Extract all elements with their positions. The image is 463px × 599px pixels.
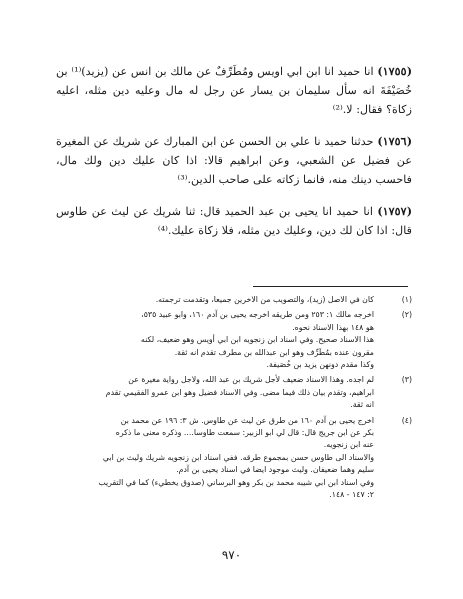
main-text: [56, 62, 412, 253]
footnote-line: ٢: ١٤٧ - ١٤٨.: [329, 490, 374, 500]
footnote-text: [56, 415, 374, 502]
footnote-line: اخرجه مالك ١: ٢٥٣ ومن طريقه اخرجه يحيى بن آدم ١٦٠، وابو عبيد ٥٣٥،: [141, 310, 374, 320]
hadith-1756: [56, 132, 412, 189]
footnote-text: [56, 309, 374, 371]
footnote-3: [56, 374, 412, 411]
footnote-line: انه ثقة.: [350, 400, 374, 410]
footnote-number: (٢): [401, 310, 412, 320]
footnote-4: [56, 415, 412, 502]
footnote-line: لم اجده. وهذا الاسناد ضعيف لأجل شريك بن عبد الله، ولاجل رواية مغيرة عن: [128, 375, 374, 385]
footnote-line: وكذا مقدم دونهن يزيد بن خُصَيفة.: [266, 360, 374, 370]
footnote-line: عنه ابن زنجويه.: [323, 440, 374, 450]
footnote-line: ابراهيم، وتقدم بيان ذلك فيما مضى. وفي الاسناد فضيل وهو ابن عمرو الفقيمي تقدم: [105, 387, 374, 397]
page-number: ٩٧٠: [221, 548, 242, 562]
footnote-1: [56, 294, 412, 306]
hadith-1755: [56, 62, 412, 119]
footnote-number: (٣): [401, 375, 412, 385]
footnote-line: مقرون عنده بمُطَرِّف وهو ابن عبدالله بن مطرف تقدم انه ثقة.: [174, 347, 374, 357]
footnote-line: هذا الاسناد صحيح. وفي اسناد ابن زنجويه ابن ابي أويس وهو ضعيف، لكنه: [140, 335, 374, 345]
footnote-line: اخرج يحيى بن آدم ١٦٠ من طرق عن ليث عن طاوس. ش ٣: ١٩٦ عن محمد بن: [120, 415, 374, 425]
footnote-text: [56, 294, 374, 306]
footnote-text: [56, 374, 374, 411]
hadith-text: حدثنا حميد نا علي بن الحسن عن ابن المبارك عن شريك عن المغيرة عن فضيل عن الشعبي، وعن ابراهيم قالا: اذا كان عليك دين ولك مال، فاحسب دينك منه، فانما زكاته على صاحب الدين.⁽³⁾: [56, 135, 412, 186]
footnote-line: هو ١٤٨ بهذا الاسناد نحوه.: [292, 322, 374, 332]
footnote-divider: [253, 286, 408, 287]
hadith-number: (١٧٥٦): [377, 134, 412, 148]
footnotes: [56, 294, 412, 505]
footnote-line: وفي اسناد ابن ابي شيبه محمد بن بكر وهو البرساني (صدوق يخطيء) كما في التقريب: [98, 477, 374, 487]
footnote-line: والاسناد الى طاوس حسن بمجموع طرقه. ففي اسناد ابن زنجويه شريك وليث بن ابي: [102, 452, 374, 462]
footnote-line: سليم وهما ضعيفان. وليث موجود ايضا في اسناد يحيى بن آدم.: [176, 465, 374, 475]
hadith-number: (١٧٥٥): [377, 64, 412, 78]
footnote-2: [56, 309, 412, 371]
footnote-line: كان في الاصل (زيد)، والتصويب من الاخرين جميعا، وتقدمت ترجمته.: [155, 295, 374, 304]
hadith-text: انا حميد انا يحيى بن عبد الحميد قال: ثنا شريك عن ليث عن طاوس قال: اذا كان لك دين، وعليك دين مثله، فلا زكاة عليك.⁽⁴⁾: [56, 205, 412, 237]
hadith-number: (١٧٥٧): [377, 204, 412, 218]
footnote-number: (١): [401, 295, 412, 304]
hadith-text: انا حميد انا ابن ابي اويس ومُطَرِّفٌ عن مالك بن انس عن (يزيد)⁽¹⁾ بن خُصَيْفَةَ انه سأل سليمان بن يسار عن رجل له مال وعليه دين مثله، اعليه زكاة؟ فقال: لا.⁽²⁾: [56, 65, 412, 116]
footnote-number: (٤): [401, 415, 412, 425]
hadith-1757: [56, 202, 412, 240]
footnote-line: بكر عن ابن جريج قال: قال لي ابو الزبير: سمعت طاوسا.... وذكره معنى ما ذكره: [115, 428, 374, 438]
